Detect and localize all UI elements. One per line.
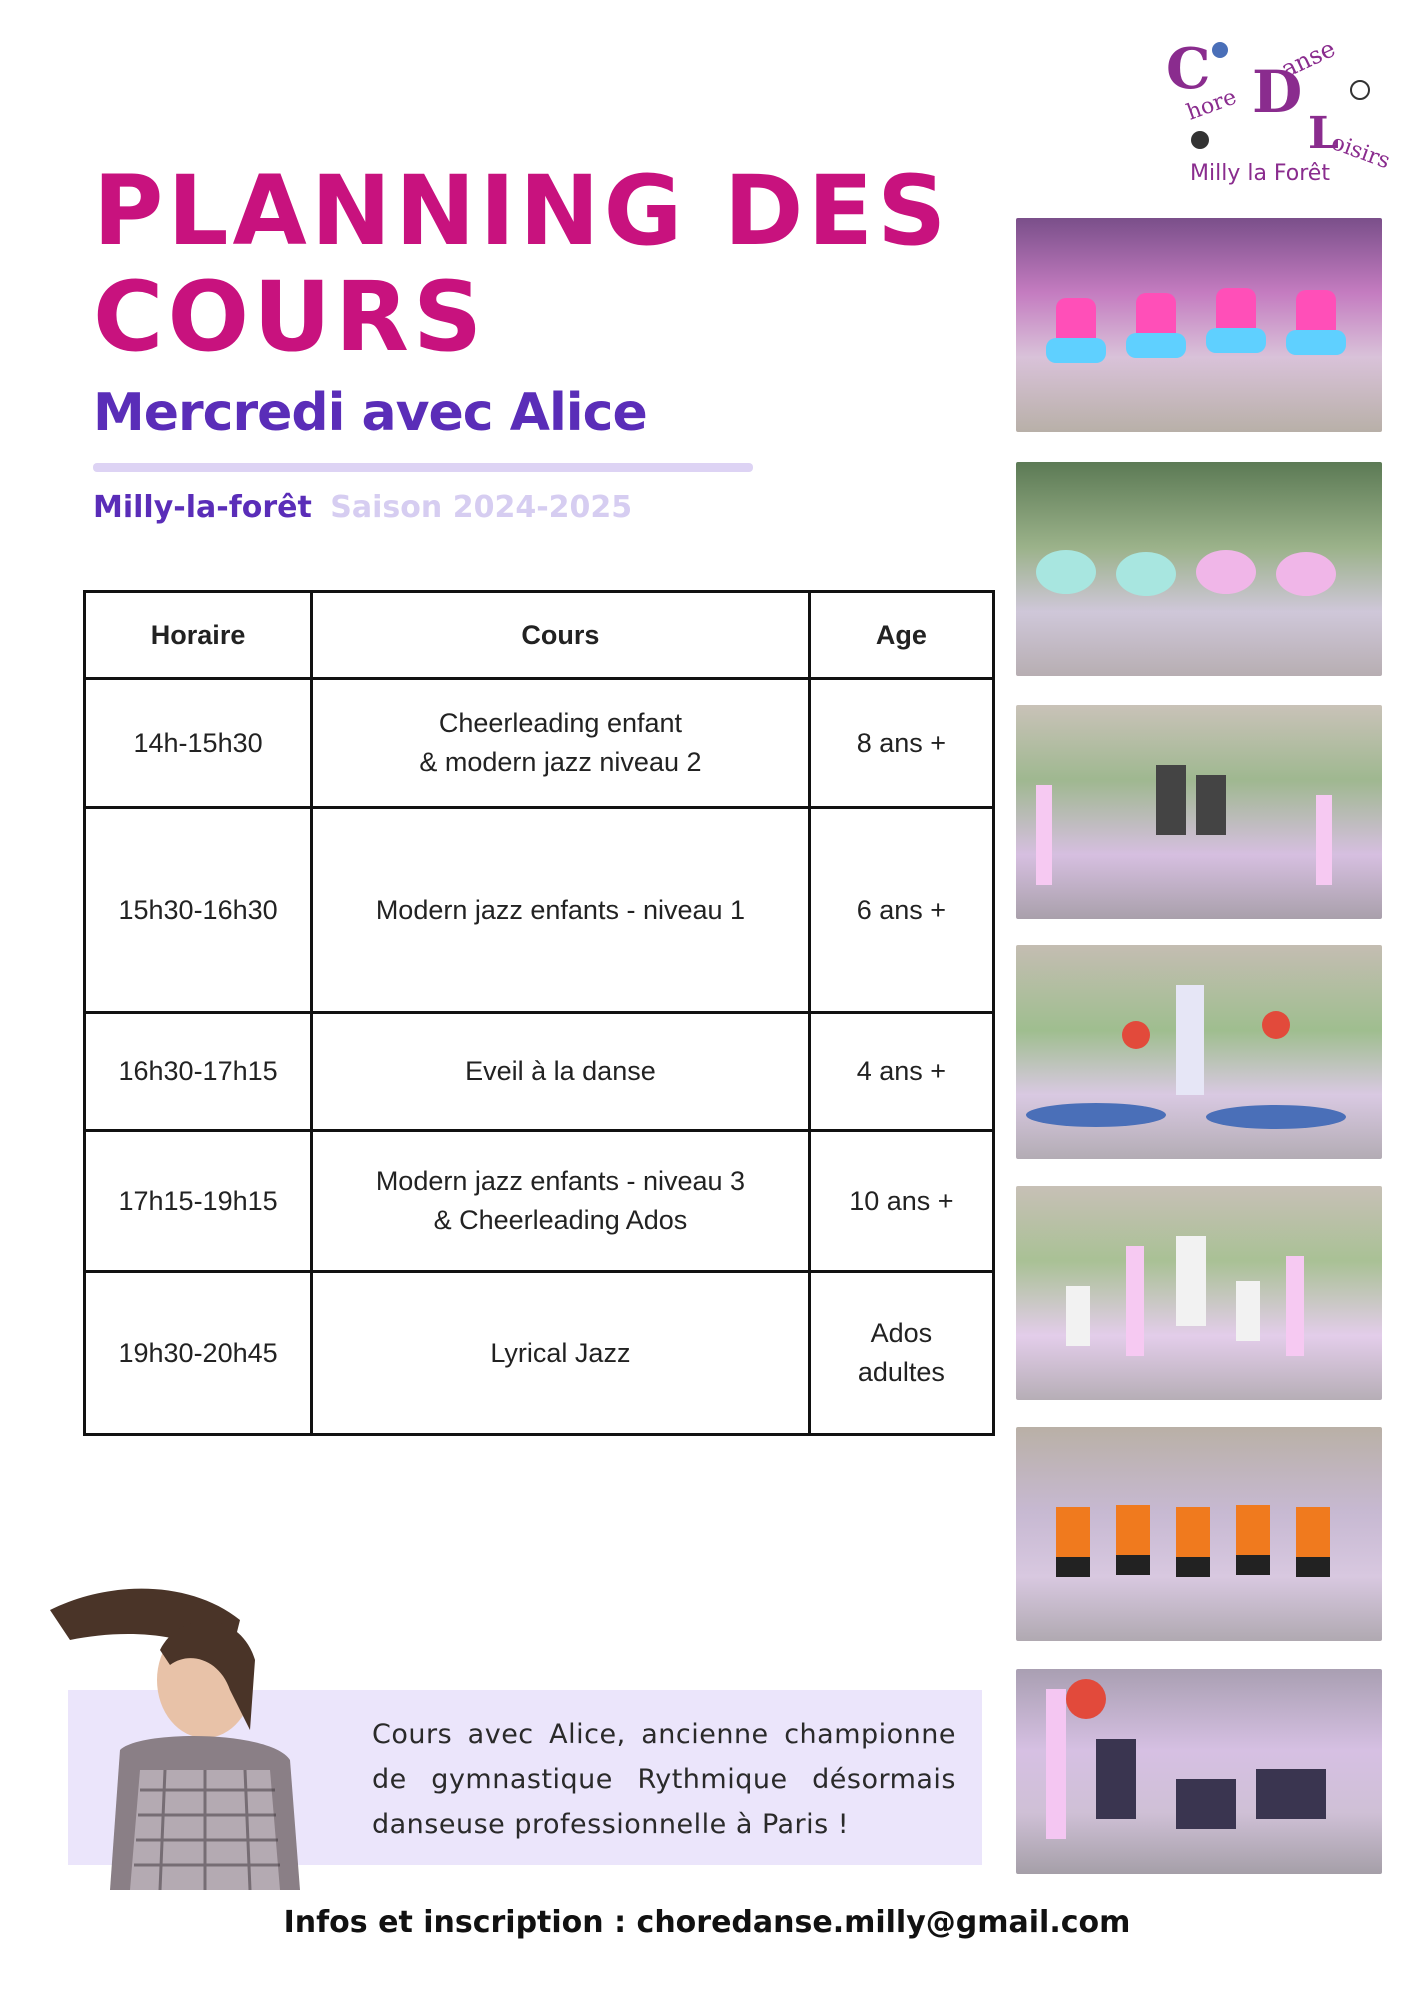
course-cell: Cheerleading enfant & modern jazz niveau 2 [312,679,810,808]
header-cours: Cours [312,592,810,679]
dance-photo-5 [1016,1186,1382,1400]
dance-photo-1 [1016,218,1382,432]
table-row [85,679,994,808]
svg-text:L: L [1308,108,1339,159]
bio-text: Cours avec Alice, ancienne championne de gymnastique Rythmique désormais danseuse professionnelle à Paris ! [372,1719,956,1840]
dance-photo-3 [1016,705,1382,919]
table-row [85,1013,994,1131]
club-logo [1160,30,1390,190]
age-cell: Ados adultes [809,1272,993,1435]
age-cell: 10 ans + [809,1131,993,1272]
course-cell: Modern jazz enfants - niveau 3 & Cheerleading Ados [312,1131,810,1272]
schedule-table [83,590,995,1436]
logo-place: Milly la Forêt [1190,161,1330,186]
dance-photo-4 [1016,945,1382,1159]
header-horaire: Horaire [85,592,312,679]
header-age: Age [809,592,993,679]
page-subtitle: Mercredi avec Alice [93,383,647,443]
subtitle-underline [93,463,753,472]
alice-portrait [30,1570,350,1890]
page-title: PLANNING DES COURS [93,155,951,373]
dance-photo-7 [1016,1669,1382,1874]
dance-photo-6 [1016,1427,1382,1641]
svg-text:oisirs: oisirs [1327,130,1390,175]
table-row [85,808,994,1013]
season-label: Saison 2024-2025 [330,490,633,525]
course-cell: Eveil à la danse [312,1013,810,1131]
time-cell: 15h30-16h30 [85,808,312,1013]
city-label: Milly-la-forêt [93,490,312,525]
time-cell: 14h-15h30 [85,679,312,808]
course-cell: Modern jazz enfants - niveau 1 [312,808,810,1013]
time-cell: 17h15-19h15 [85,1131,312,1272]
table-row [85,1272,994,1435]
svg-text:C: C [1166,36,1211,102]
course-cell: Lyrical Jazz [312,1272,810,1435]
table-row [85,1131,994,1272]
svg-text:anse: anse [1276,34,1340,84]
table-header-row [85,592,994,679]
age-cell: 6 ans + [809,808,993,1013]
time-cell: 19h30-20h45 [85,1272,312,1435]
dance-photo-2 [1016,462,1382,676]
age-cell: 4 ans + [809,1013,993,1131]
svg-text:hore: hore [1183,84,1240,126]
location-line [93,490,632,525]
time-cell: 16h30-17h15 [85,1013,312,1131]
svg-text:D: D [1252,58,1303,126]
contact-footer: Infos et inscription : choredanse.milly@gmail.com [283,1905,1131,1940]
age-cell: 8 ans + [809,679,993,808]
